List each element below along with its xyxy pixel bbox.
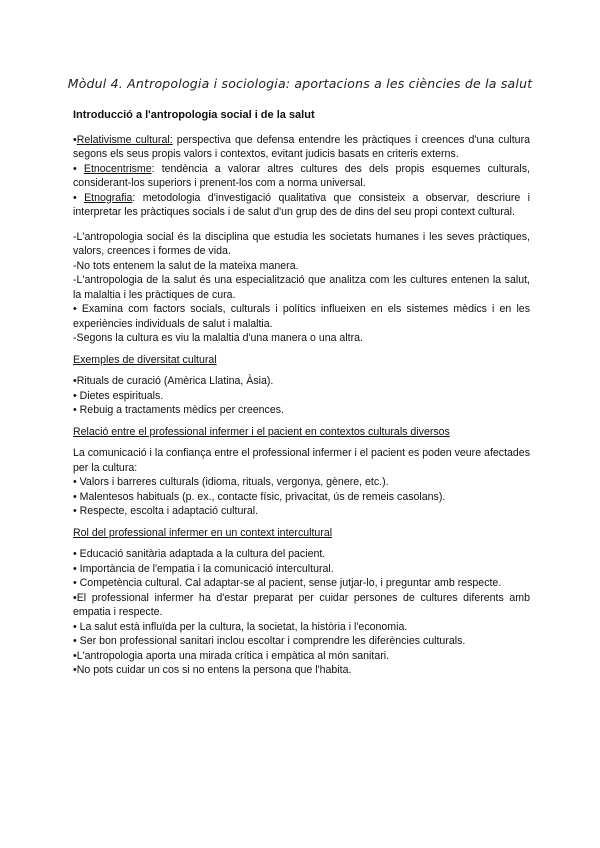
section-heading-relacio: Relació entre el professional infermer i el pacient en contextos culturals diversos xyxy=(73,425,450,438)
document-body xyxy=(73,108,530,678)
point-cultura-malaltia: -Segons la cultura es viu la malaltia d'una manera o una altra. xyxy=(73,332,363,344)
page-title: Mòdul 4. Antropologia i sociologia: aportacions a les ciències de la salut xyxy=(67,76,533,91)
term-etnografia: Etnografia xyxy=(84,191,133,204)
term-relativisme: Relativisme cultural: xyxy=(76,133,173,146)
point-antropologia-social: -L'antropologia social és la disciplina que estudia les societats humanes i les seves pràctiques, valors, creences i formes de vida. xyxy=(73,230,530,257)
list-item: • La salut està influïda per la cultura, la societat, la història i l'economia. xyxy=(73,620,408,633)
section-intro: La comunicació i la confiança entre el professional infermer i el pacient es poden veure afectades per la cultura: xyxy=(73,447,530,474)
list-item: •No pots cuidar un cos si no entens la persona que l'habita. xyxy=(73,664,352,676)
list-item: •El professional infermer ha d'estar preparat per cuidar persones de cultures diferents amb empatia i respecte. xyxy=(73,591,530,618)
list-item: •L'antropologia aporta una mirada crítica i empàtica al món sanitari. xyxy=(73,649,390,662)
list-item: • Educació sanitària adaptada a la cultura del pacient. xyxy=(73,548,326,560)
list-item: • Respecte, escolta i adaptació cultural. xyxy=(73,505,259,517)
list-item: • Dietes espirituals. xyxy=(73,389,164,402)
section-heading-exemples: Exemples de diversitat cultural xyxy=(73,353,217,366)
list-item: •Rituals de curació (Amèrica Llatina, Àsia). xyxy=(73,375,274,387)
list-item: • Competència cultural. Cal adaptar-se al pacient, sense jutjar-lo, i preguntar amb respecte. xyxy=(73,577,502,589)
section-heading-rol: Rol del professional infermer en un context intercultural xyxy=(73,526,333,539)
point-factors: • Examina com factors socials, culturals i polítics influeixen en els sistemes mèdics i en les experiències individuals de salut i malaltia. xyxy=(73,303,530,330)
point-antropologia-salut: -L'antropologia de la salut és una especialització que analitza com les cultures entenen la salut, la malaltia i les pràctiques de cura. xyxy=(73,274,530,301)
list-item: • Ser bon professional sanitari inclou escoltar i comprendre les diferències culturals. xyxy=(73,635,466,647)
term-etnocentrisme: Etnocentrisme xyxy=(83,162,152,175)
list-item: • Valors i barreres culturals (idioma, rituals, vergonya, gènere, etc.). xyxy=(73,476,389,488)
definition-relativisme: •Relativisme cultural: perspectiva que defensa entendre les pràctiques i creences d'una cultura segons els seus propis valors i contextos, evitant judicis basats en criteris externs. xyxy=(73,133,530,160)
definition-etnocentrisme: • Etnocentrisme: tendència a valorar altres cultures des dels propis esquemes culturals, considerant-los superiors i prenent-los com a norma universal. xyxy=(73,162,530,189)
point-salut-diferent: -No tots entenem la salut de la mateixa manera. xyxy=(73,259,299,272)
list-item: • Rebuig a tractaments mèdics per creences. xyxy=(73,404,284,416)
definition-etnografia: • Etnografia: metodologia d'investigació qualitativa que consisteix a observar, descriure i interpretar les pràctiques socials i de salut d'un grup des de dins del seu propi context cultural. xyxy=(73,191,530,218)
list-item: • Malentesos habituals (p. ex., contacte físic, privacitat, ús de remeis casolans). xyxy=(73,490,446,503)
list-item: • Importància de l'empatia i la comunicació intercultural. xyxy=(73,562,334,575)
section-heading-intro: Introducció a l'antropologia social i de la salut xyxy=(73,109,315,121)
